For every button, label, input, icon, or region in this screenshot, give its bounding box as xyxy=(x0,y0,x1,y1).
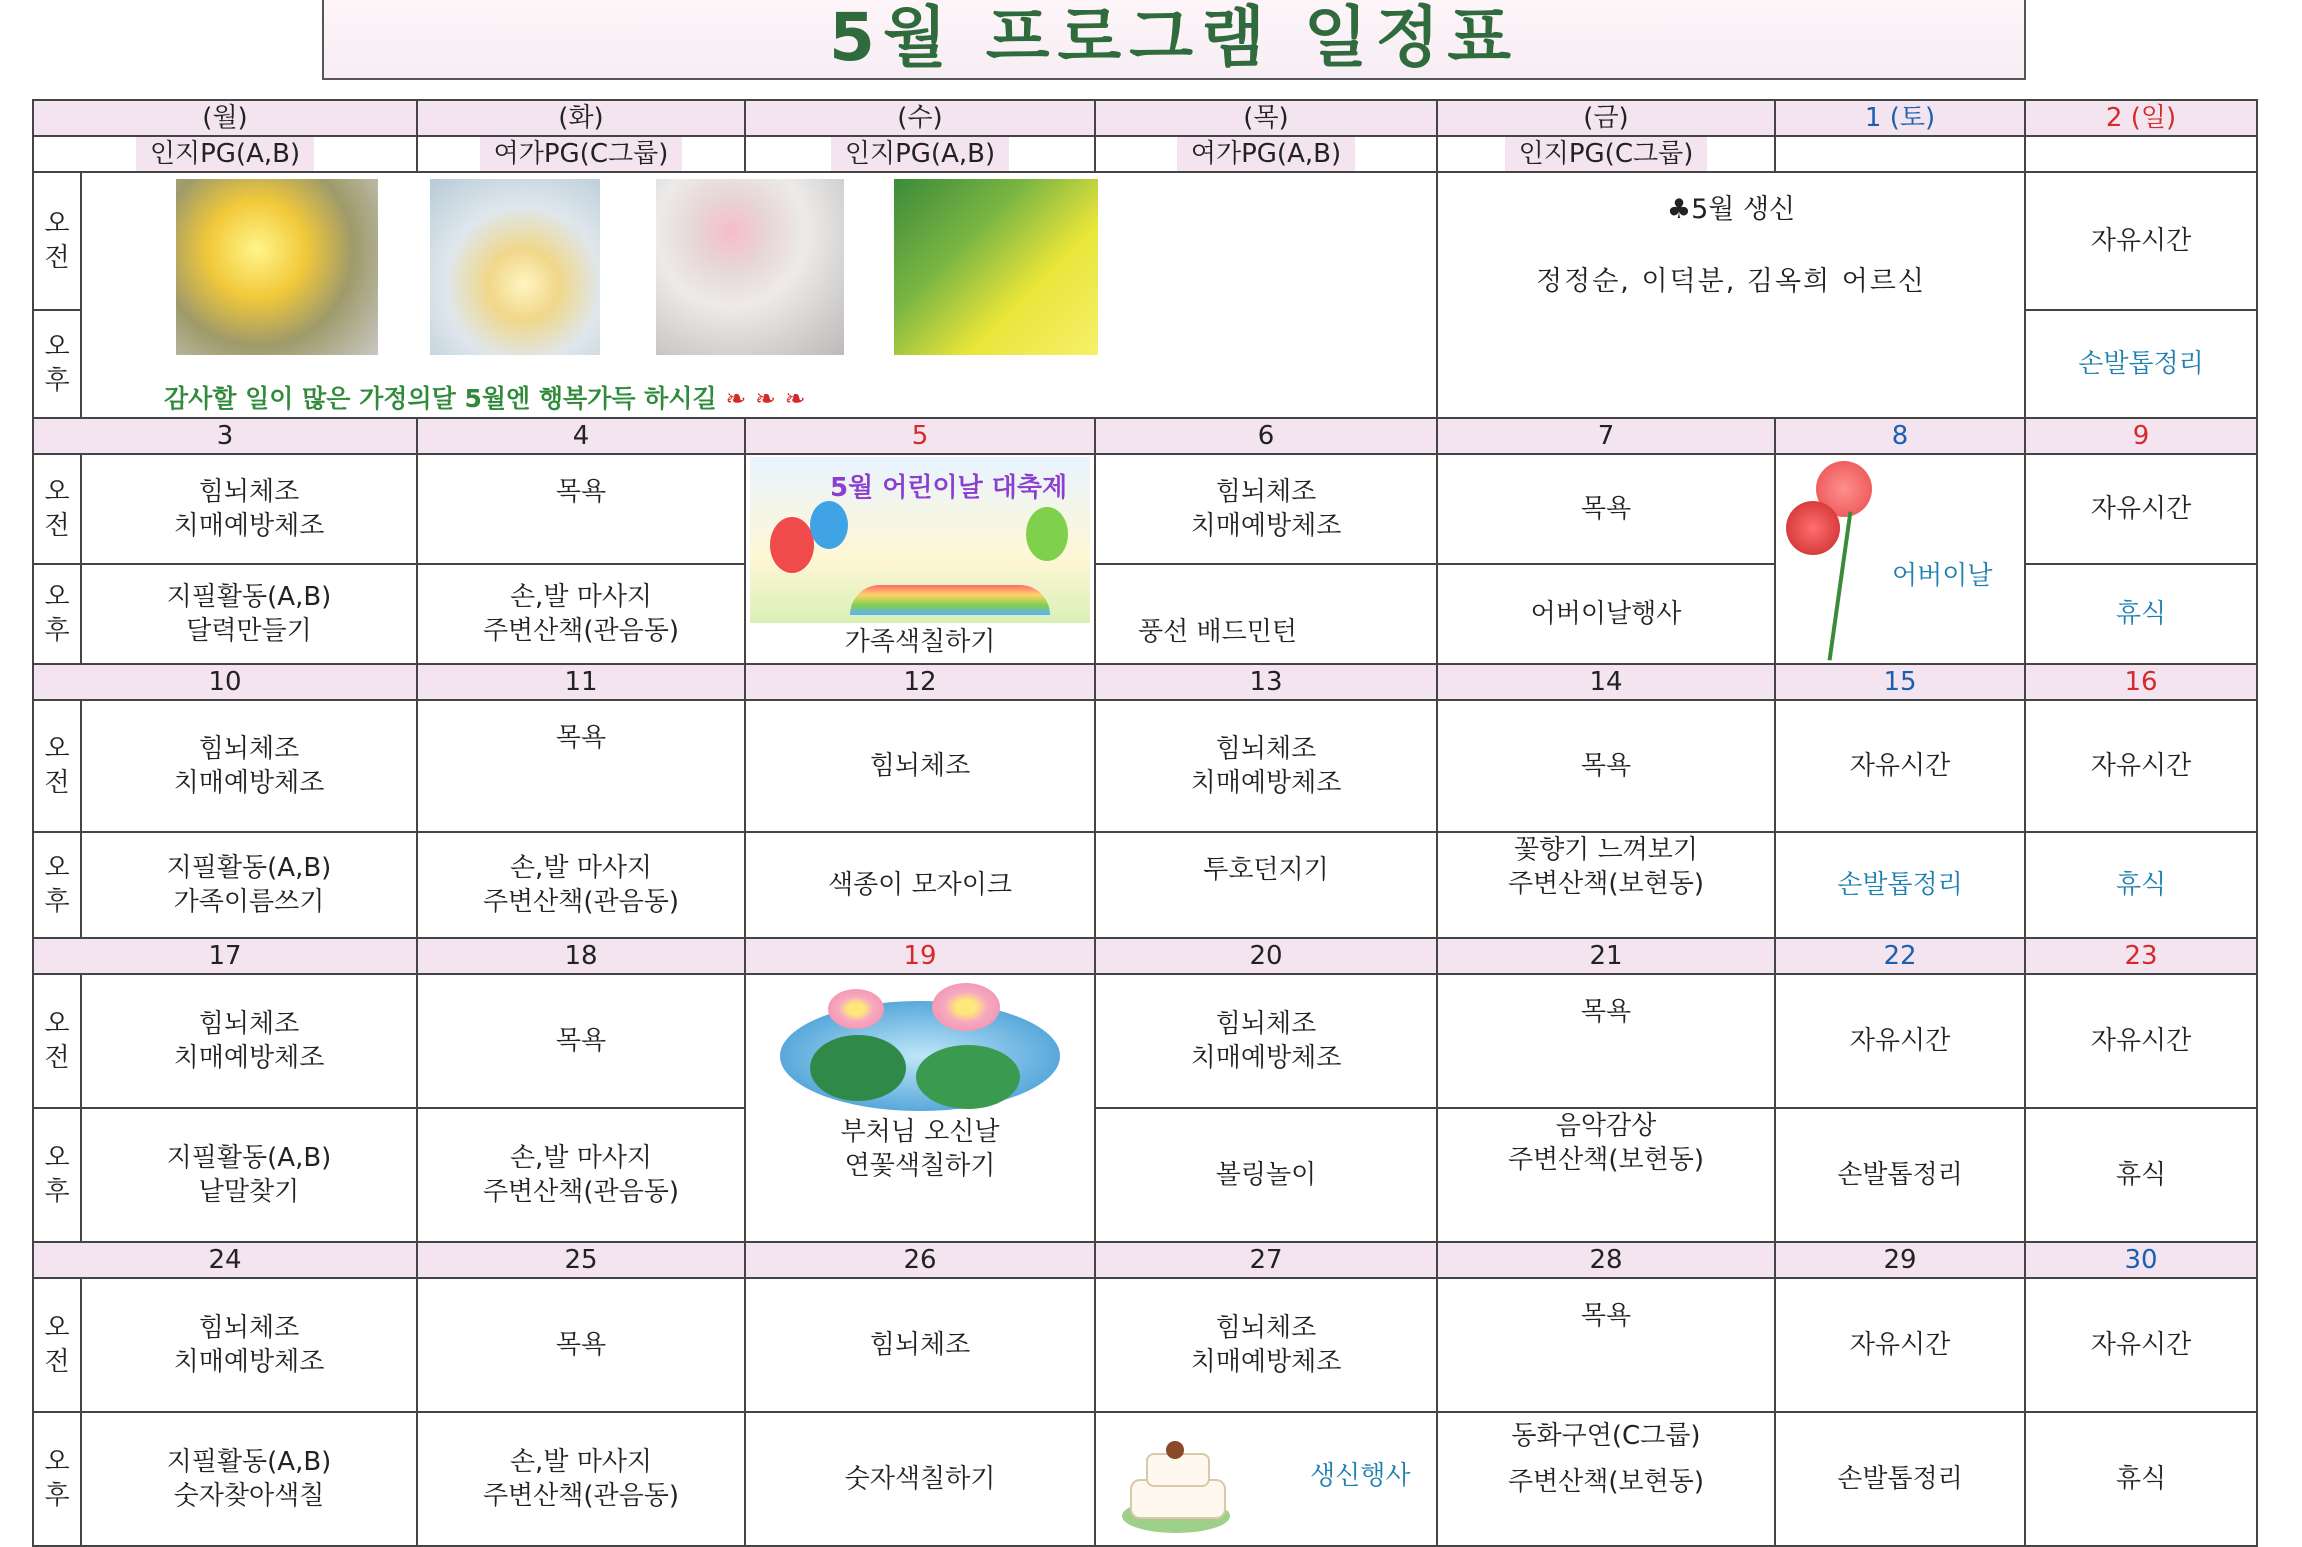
week4-wed-pm: 부처님 오신날 연꽃색칠하기 xyxy=(840,1117,1000,1181)
subheader-wed: 인지PG(A,B) xyxy=(745,136,1095,172)
date-9: 9 xyxy=(2025,418,2257,454)
date-17: 17 xyxy=(33,938,417,974)
date-6: 6 xyxy=(1095,418,1437,454)
week3-date-row xyxy=(33,664,2257,700)
pm-label: 오 후 xyxy=(33,832,81,938)
week4-thu-pm: 볼링놀이 xyxy=(1095,1108,1437,1242)
subheader-mon: 인지PG(A,B) xyxy=(33,136,417,172)
week3-wed-am: 힘뇌체조 xyxy=(745,700,1095,832)
week5-fri-pm: 동화구연(C그룹) 주변산책(보현동) xyxy=(1437,1412,1775,1546)
week2-date-row xyxy=(33,418,2257,454)
week4-fri-am: 목욕 xyxy=(1437,974,1775,1108)
weekday-thu: (목) xyxy=(1095,100,1437,136)
week2-sun-am: 자유시간 xyxy=(2025,454,2257,564)
week2-sat-label: 어버이날 xyxy=(1892,561,1993,591)
week1-sat-pm: 손발톱정리 xyxy=(2025,310,2257,418)
week4-am-row xyxy=(33,974,2257,1108)
subheader-thu: 여가PG(A,B) xyxy=(1095,136,1437,172)
date-20: 20 xyxy=(1095,938,1437,974)
week5-sat-am: 자유시간 xyxy=(1775,1278,2025,1412)
week5-wed-pm: 숫자색칠하기 xyxy=(745,1412,1095,1546)
lotus-flower-icon xyxy=(828,989,884,1029)
week2-wed-cell xyxy=(745,454,1095,664)
week1-photo-area xyxy=(81,172,1437,418)
week3-thu-pm: 투호던지기 xyxy=(1095,832,1437,938)
date-24: 24 xyxy=(33,1242,417,1278)
date-15: 15 xyxy=(1775,664,2025,700)
week3-wed-pm: 색종이 모자이크 xyxy=(745,832,1095,938)
week2-fri-pm: 어버이날행사 xyxy=(1437,564,1775,664)
birthday-title: ♣5월 생신 xyxy=(1666,194,1796,225)
date-4: 4 xyxy=(417,418,745,454)
week2-mon-am: 힘뇌체조 치매예방체조 xyxy=(81,454,417,564)
week5-mon-pm: 지필활동(A,B) 숫자찾아색칠 xyxy=(81,1412,417,1546)
week2-fri-am: 목욕 xyxy=(1437,454,1775,564)
week5-date-row xyxy=(33,1242,2257,1278)
week3-sat-am: 자유시간 xyxy=(1775,700,2025,832)
page-title: 5월 프로그램 일정표 xyxy=(829,0,1519,76)
week4-sat-pm: 손발톱정리 xyxy=(1775,1108,2025,1242)
date-7: 7 xyxy=(1437,418,1775,454)
date-8: 8 xyxy=(1775,418,2025,454)
date-12: 12 xyxy=(745,664,1095,700)
am-label: 오 전 xyxy=(33,700,81,832)
lily-pad-icon xyxy=(916,1045,1020,1109)
date-14: 14 xyxy=(1437,664,1775,700)
date-16: 16 xyxy=(2025,664,2257,700)
date-3: 3 xyxy=(33,418,417,454)
date-23: 23 xyxy=(2025,938,2257,974)
pm-label: 오 후 xyxy=(33,1412,81,1546)
week5-tue-pm: 손,발 마사지 주변산책(관음동) xyxy=(417,1412,745,1546)
date-27: 27 xyxy=(1095,1242,1437,1278)
subheader-sun xyxy=(2025,136,2257,172)
pm-label: 오 후 xyxy=(33,310,81,418)
week4-fri-pm: 음악감상 주변산책(보현동) xyxy=(1437,1108,1775,1242)
week2-tue-am: 목욕 xyxy=(417,454,745,564)
lotus-flower-icon xyxy=(932,983,1000,1031)
week2-sat-cell xyxy=(1775,454,2025,664)
childrens-day-banner xyxy=(750,457,1090,623)
balloon-icon xyxy=(1026,507,1068,561)
week2-am-row xyxy=(33,454,2257,564)
schedule-table xyxy=(32,99,2258,1547)
date-10: 10 xyxy=(33,664,417,700)
subheader-tue: 여가PG(C그룹) xyxy=(417,136,745,172)
week1-message: 감사할 일이 많은 가정의달 5월엔 행복가득 하시길 ❧ ❧ ❧ xyxy=(164,384,806,413)
week2-sun-pm: 휴식 xyxy=(2025,564,2257,664)
banner-title: 5월 어린이날 대축제 xyxy=(830,473,1068,503)
rainbow-icon xyxy=(850,585,1050,615)
cake-icon xyxy=(1116,1427,1236,1533)
lily-pad-icon xyxy=(810,1035,906,1101)
date-11: 11 xyxy=(417,664,745,700)
week2-mon-pm: 지필활동(A,B) 달력만들기 xyxy=(81,564,417,664)
date-13: 13 xyxy=(1095,664,1437,700)
subheader-row xyxy=(33,136,2257,172)
cream-roses-photo xyxy=(430,179,600,355)
week3-sun-am: 자유시간 xyxy=(2025,700,2257,832)
week4-date-row xyxy=(33,938,2257,974)
week5-pm-row xyxy=(33,1412,2257,1546)
week5-fri-am: 목욕 xyxy=(1437,1278,1775,1412)
week5-am-row xyxy=(33,1278,2257,1412)
week2-thu-am: 힘뇌체조 치매예방체조 xyxy=(1095,454,1437,564)
am-label: 오 전 xyxy=(33,172,81,310)
week3-sat-pm: 손발톱정리 xyxy=(1775,832,2025,938)
week3-tue-pm: 손,발 마사지 주변산책(관음동) xyxy=(417,832,745,938)
week2-thu-pm: 풍선 배드민턴 xyxy=(1095,564,1437,664)
date-18: 18 xyxy=(417,938,745,974)
yellow-roses-photo xyxy=(176,179,378,355)
week4-pm-row xyxy=(33,1108,2257,1242)
date-5: 5 xyxy=(745,418,1095,454)
week4-sun-pm: 휴식 xyxy=(2025,1108,2257,1242)
date-29: 29 xyxy=(1775,1242,2025,1278)
week4-wed-cell xyxy=(745,974,1095,1242)
yellow-green-photo xyxy=(894,179,1098,355)
am-label: 오 전 xyxy=(33,974,81,1108)
pm-label: 오 후 xyxy=(33,1108,81,1242)
week3-am-row xyxy=(33,700,2257,832)
week4-tue-am: 목욕 xyxy=(417,974,745,1108)
week3-mon-pm: 지필활동(A,B) 가족이름쓰기 xyxy=(81,832,417,938)
weekday-wed: (수) xyxy=(745,100,1095,136)
date-28: 28 xyxy=(1437,1242,1775,1278)
carnation-icon xyxy=(1786,501,1840,555)
week3-pm-row xyxy=(33,832,2257,938)
date-19: 19 xyxy=(745,938,1095,974)
date-30: 30 xyxy=(2025,1242,2257,1278)
week5-mon-am: 힘뇌체조 치매예방체조 xyxy=(81,1278,417,1412)
weekday-fri: (금) xyxy=(1437,100,1775,136)
date-25: 25 xyxy=(417,1242,745,1278)
week4-mon-am: 힘뇌체조 치매예방체조 xyxy=(81,974,417,1108)
week4-mon-pm: 지필활동(A,B) 낱말찾기 xyxy=(81,1108,417,1242)
weekday-sat: 1 (토) xyxy=(1775,100,2025,136)
week4-tue-pm: 손,발 마사지 주변산책(관음동) xyxy=(417,1108,745,1242)
date-21: 21 xyxy=(1437,938,1775,974)
week1-sat-am: 자유시간 xyxy=(2025,172,2257,310)
weekday-mon: (월) xyxy=(33,100,417,136)
week3-thu-am: 힘뇌체조 치매예방체조 xyxy=(1095,700,1437,832)
week2-tue-pm: 손,발 마사지 주변산책(관음동) xyxy=(417,564,745,664)
week1-birthday-cell xyxy=(1437,172,2025,418)
date-22: 22 xyxy=(1775,938,2025,974)
pink-rose-photo xyxy=(656,179,844,355)
week5-sun-am: 자유시간 xyxy=(2025,1278,2257,1412)
am-label: 오 전 xyxy=(33,1278,81,1412)
week5-sun-pm: 휴식 xyxy=(2025,1412,2257,1546)
weekday-tue: (화) xyxy=(417,100,745,136)
pm-label: 오 후 xyxy=(33,564,81,664)
balloon-icon xyxy=(810,501,848,549)
weekday-sun: 2 (일) xyxy=(2025,100,2257,136)
week5-thu-am: 힘뇌체조 치매예방체조 xyxy=(1095,1278,1437,1412)
week5-tue-am: 목욕 xyxy=(417,1278,745,1412)
week1-am-row xyxy=(33,172,2257,310)
week5-thu-cell xyxy=(1095,1412,1437,1546)
week4-sat-am: 자유시간 xyxy=(1775,974,2025,1108)
week2-wed-pm: 가족색칠하기 xyxy=(844,627,996,657)
subheader-fri: 인지PG(C그룹) xyxy=(1437,136,1775,172)
week3-fri-am: 목욕 xyxy=(1437,700,1775,832)
subheader-sat xyxy=(1775,136,2025,172)
week5-sat-pm: 손발톱정리 xyxy=(1775,1412,2025,1546)
week3-tue-am: 목욕 xyxy=(417,700,745,832)
week3-fri-pm: 꽃향기 느껴보기 주변산책(보현동) xyxy=(1437,832,1775,938)
week5-thu-pm: 생신행사 xyxy=(1310,1461,1411,1491)
weekday-row xyxy=(33,100,2257,136)
title-box xyxy=(322,0,2026,80)
week3-sun-pm: 휴식 xyxy=(2025,832,2257,938)
week4-sun-am: 자유시간 xyxy=(2025,974,2257,1108)
date-26: 26 xyxy=(745,1242,1095,1278)
week3-mon-am: 힘뇌체조 치매예방체조 xyxy=(81,700,417,832)
week5-wed-am: 힘뇌체조 xyxy=(745,1278,1095,1412)
am-label: 오 전 xyxy=(33,454,81,564)
birthday-names: 정정순, 이덕분, 김옥희 어르신 xyxy=(1536,266,1926,297)
balloon-icon xyxy=(770,517,814,573)
week4-thu-am: 힘뇌체조 치매예방체조 xyxy=(1095,974,1437,1108)
